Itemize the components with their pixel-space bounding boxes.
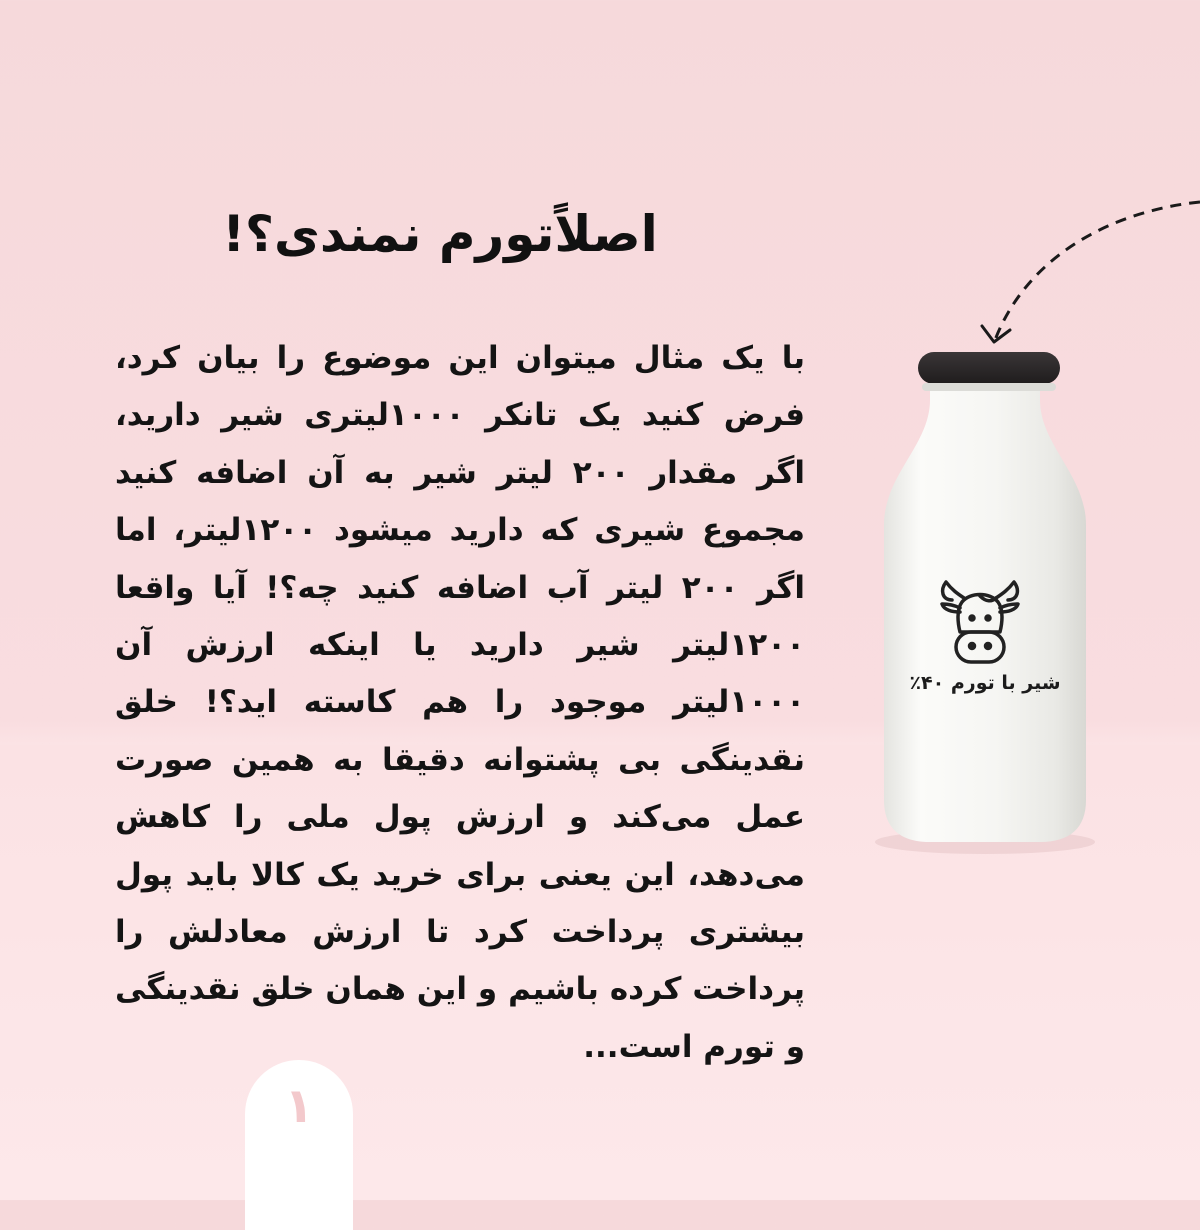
milk-bottle: [870, 190, 1200, 890]
page-title: اصلاًتورم نمندی؟!: [222, 205, 658, 263]
body-paragraph: با یک مثال میتوان این موضوع را بیان کرد، فرض کنید یک تانکر ۱۰۰۰لیتری شیر دارید، اگر مقدار ۲۰۰ لیتر شیر به آن اضافه کنید مجموع شیری که دارید میشود ۱۲۰۰لیتر، اما اگر ۲۰۰ لیتر آب اضافه کنید چه؟! آیا واقعا ۱۲۰۰لیتر شیر دارید یا اینکه ارزش آن ۱۰۰۰لیتر موجود را هم کاسته اید؟! خلق نقدینگی بی پشتوانه دقیقا به همین صورت عمل می‌کند و ارزش پول ملی را کاهش می‌دهد، این یعنی برای خرید یک کالا باید پول بیشتری پرداخت کرد تا ارزش معادلش را پرداخت کرده باشیم و این همان خلق نقدینگی و تورم است...: [115, 340, 805, 1065]
page-number: ۱: [284, 1078, 314, 1134]
bottle-label: شیر با تورم ۴۰٪: [909, 672, 1061, 694]
page-indicator: [245, 1060, 353, 1230]
